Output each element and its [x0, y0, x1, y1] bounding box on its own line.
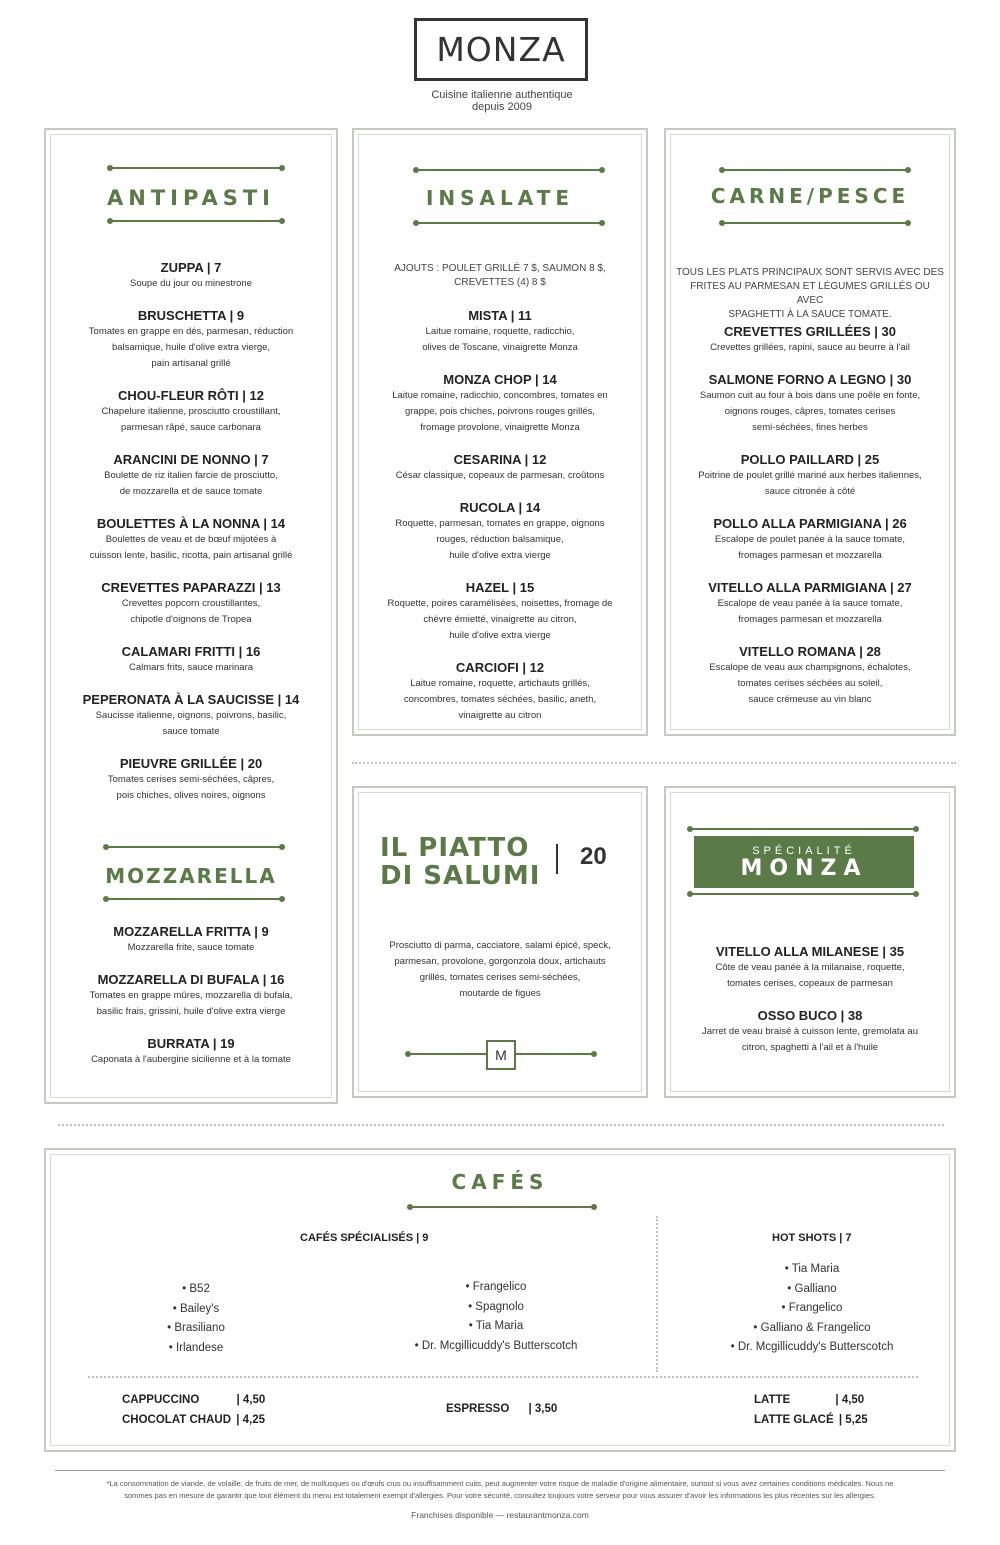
section-title-insalate: INSALATE [425, 186, 575, 210]
menu-item [354, 452, 646, 484]
menu-item-name: CHOU-FLEUR RÔTI | 12 [118, 388, 264, 403]
divider [656, 1216, 658, 1372]
menu-item [354, 372, 646, 436]
menu-item-desc: basilic frais, grissini, huile d'olive extra vierge [96, 1006, 286, 1017]
menu-item-desc: olives de Toscane, vinaigrette Monza [422, 342, 578, 353]
menu-item-desc: de mozzarella et de sauce tomate [119, 486, 263, 497]
panel-antipasti [44, 128, 338, 1104]
section-title-carne-pesce: CARNE/PESCE [710, 184, 910, 208]
hot-shots-list [696, 1260, 928, 1358]
menu-item-desc: sauce crémeuse au vin blanc [748, 694, 872, 705]
menu-item-desc: Calmars frits, sauce marinara [128, 662, 254, 673]
menu-item-desc: citron, spaghetti à l'ail et à l'huile [741, 1042, 879, 1053]
section-title-antipasti: ANTIPASTI [107, 186, 275, 210]
menu-item-name: CESARINA | 12 [453, 452, 547, 467]
rule [110, 220, 282, 222]
menu-item-desc: Roquette, parmesan, tomates en grappe, oignons [395, 518, 605, 529]
rule [690, 828, 916, 830]
menu-item-name: SALMONE FORNO A LEGNO | 30 [708, 372, 912, 387]
list-item: • Frangelico [465, 1281, 527, 1293]
brand-name: MONZA [436, 30, 566, 69]
menu-item-desc: Poitrine de poulet grillé mariné aux herbes italiennes, [698, 470, 922, 481]
carne-note: TOUS LES PLATS PRINCIPAUX SONT SERVIS AVEC DES FRITES AU PARMESAN ET LÉGUMES GRILLÉS OU AVEC SPAGHETTI À LA SAUCE TOMATE. [676, 267, 944, 320]
menu-item-desc: chipotle d'oignons de Tropea [130, 614, 252, 625]
list-item: • Spagnolo [468, 1300, 524, 1313]
piatto-price: 20 [580, 843, 607, 870]
rule [722, 169, 908, 171]
menu-item [666, 324, 954, 356]
section-title-mozzarella: MOZZARELLA [105, 864, 277, 888]
menu-item-desc: Boulettes de veau et de bœuf mijotées à [105, 534, 277, 545]
list-item: • B52 [182, 1283, 210, 1295]
menu-item-desc: sauce citronée à côté [764, 486, 856, 497]
price-latte: LATTE | 4,50 [754, 1394, 865, 1406]
menu-item-desc: Saumon cuit au four à bois dans une poêle en fonte, [699, 390, 921, 401]
menu-item [666, 372, 954, 436]
cafes-specialises-heading: CAFÉS SPÉCIALISÉS | 9 [300, 1232, 429, 1244]
menu-item-desc: Saucisse italienne, oignons, poivrons, basilic, [95, 710, 287, 721]
menu-item [354, 500, 646, 564]
menu-item-desc: Mozzarella frite, sauce tomate [127, 942, 255, 953]
menu-item-desc: sauce tomate [162, 726, 220, 737]
menu-item-name: CALAMARI FRITTI | 16 [121, 644, 261, 659]
menu-item-desc: César classique, copeaux de parmesan, croûtons [395, 470, 605, 481]
menu-item-name: RUCOLA | 14 [459, 500, 541, 515]
menu-item [46, 260, 336, 292]
allergy-disclaimer: *La consommation de viande, de volaille, de fruits de mer, de mollusques ou d'œufs crus ou insuffisamment cuits, peut augmenter votre risque de maladie d'origine alimentaire, surtout si vous avez certaines conditions médicales. Nous ne sommes pas en mesure de garantir que tout élément du menu est totalement exempt d'allergies. Pour votre sécurité, consultez toujours votre serveur pour vous assurer d'avoir les informations les plus récentes sur les allergies. [106, 1479, 894, 1500]
menu-item [354, 580, 646, 644]
specialite-brand: MONZA [740, 856, 868, 881]
menu-item-name: BURRATA | 19 [147, 1036, 235, 1051]
menu-item-name: MOZZARELLA DI BUFALA | 16 [97, 972, 285, 987]
menu-item-desc: Boulette de riz italien farcie de prosciutto, [104, 470, 278, 481]
section-title-cafes: CAFÉS [451, 1170, 549, 1194]
monogram-badge: M [486, 1040, 516, 1070]
menu-item-desc: cuisson lente, basilic, ricotta, pain artisanal grillé [89, 550, 293, 561]
divider [88, 1376, 918, 1378]
menu-item [46, 580, 336, 628]
list-item: • Galliano [787, 1282, 837, 1295]
menu-item-desc: Soupe du jour ou minestrone [130, 278, 252, 289]
panel-cafes [44, 1148, 956, 1452]
divider [352, 762, 956, 764]
franchise-link[interactable]: Franchises disponible — restaurantmonza.com [411, 1510, 589, 1520]
menu-item-name: MONZA CHOP | 14 [443, 372, 557, 387]
menu-item-desc: Escalope de veau panée à la sauce tomate, [717, 598, 903, 609]
menu-item-desc: Roquette, poires caramélisées, noisettes, fromage de [387, 598, 613, 609]
menu-item-name: MISTA | 11 [468, 308, 532, 323]
rule [106, 898, 282, 900]
menu-item [46, 452, 336, 500]
menu-item [46, 644, 336, 676]
menu-item-desc: Côte de veau panée à la milanaise, roquette, [715, 962, 905, 973]
rule [690, 893, 916, 895]
menu-item-desc: pois chiches, olives noires, oignons [116, 790, 266, 801]
menu-item [46, 1036, 336, 1068]
rule [416, 169, 602, 171]
menu-item-desc: Tomates en grappe mûres, mozzarella di bufala, [89, 990, 293, 1001]
menu-item-name: OSSO BUCO | 38 [757, 1008, 863, 1023]
menu-item-desc: fromage provolone, vinaigrette Monza [420, 422, 580, 433]
menu-item-desc: fromages parmesan et mozzarella [738, 614, 882, 625]
rule [416, 222, 602, 224]
menu-item-name: HAZEL | 15 [465, 580, 535, 595]
menu-item-desc: Caponata à l'aubergine sicilienne et à la tomate [91, 1054, 291, 1065]
menu-item-desc: Laitue romaine, roquette, radicchio, [425, 326, 575, 337]
divider [58, 1124, 944, 1126]
price-cappuccino: CAPPUCCINO | 4,50 [122, 1394, 266, 1406]
price-latte-glace: LATTE GLACÉ | 5,25 [754, 1414, 868, 1426]
menu-item [46, 388, 336, 436]
menu-item [46, 692, 336, 740]
menu-item-name: VITELLO ROMANA | 28 [739, 644, 881, 659]
hot-shots-heading: HOT SHOTS | 7 [772, 1232, 852, 1244]
list-item: • Tia Maria [468, 1320, 524, 1332]
menu-item-desc: fromages parmesan et mozzarella [738, 550, 882, 561]
piatto-desc: Prosciutto di parma, cacciatore, salami épicé, speck, parmesan, provolone, gorgonzola doux, artichauts grillés, tomates cerises semi-séchées, moutarde de figues [389, 940, 611, 999]
menu-item [46, 308, 336, 372]
menu-item-name: PEPERONATA À LA SAUCISSE | 14 [82, 692, 300, 707]
menu-item-name: MOZZARELLA FRITTA | 9 [113, 924, 269, 939]
list-item: • Galliano & Frangelico [753, 1321, 871, 1334]
menu-item-desc: Laitue romaine, radicchio, concombres, tomates en [392, 390, 608, 401]
menu-item [666, 452, 954, 500]
menu-item [664, 1008, 956, 1056]
menu-item-name: CARCIOFI | 12 [455, 660, 545, 675]
panel-carne-pesce [664, 128, 956, 736]
menu-item-name: POLLO PAILLARD | 25 [740, 452, 880, 467]
list-item: • Irlandese [168, 1341, 224, 1354]
list-item: • Tia Maria [784, 1263, 840, 1275]
menu-item-desc: huile d'olive extra vierge [449, 550, 551, 561]
menu-item [666, 580, 954, 628]
menu-item-desc: Escalope de poulet panée à la sauce tomate, [714, 534, 906, 545]
rule [106, 846, 282, 848]
menu-item-desc: Chapelure italienne, prosciutto croustillant, [101, 406, 281, 417]
list-item: • Brasiliano [167, 1322, 225, 1334]
rule [110, 167, 282, 169]
piatto-title: IL PIATTO DI SALUMI [380, 833, 541, 891]
menu-item-desc: grappe, pois chiches, poivrons rouges grillés, [404, 406, 596, 417]
menu-item-name: BOULETTES À LA NONNA | 14 [96, 516, 286, 531]
menu-item-name: POLLO ALLA PARMIGIANA | 26 [713, 516, 907, 531]
menu-item-desc: Crevettes popcorn croustillantes, [121, 598, 261, 609]
cafes-list-b [386, 1278, 606, 1356]
menu-item-name: VITELLO ALLA PARMIGIANA | 27 [708, 580, 912, 595]
menu-item [46, 516, 336, 564]
menu-item-desc: vinaigrette au citron [458, 710, 542, 721]
menu-item [46, 756, 336, 804]
menu-item [46, 924, 336, 956]
price-chocolat: CHOCOLAT CHAUD | 4,25 [122, 1414, 266, 1426]
list-item: • Dr. Mcgillicuddy's Butterscotch [730, 1341, 894, 1353]
footer-rule [55, 1470, 945, 1471]
menu-item-name: PIEUVRE GRILLÉE | 20 [119, 756, 263, 771]
menu-item-desc: Laitue romaine, roquette, artichauts grillés, [410, 678, 590, 689]
specialite-label: SPÉCIALITÉ [752, 845, 856, 857]
menu-item [666, 516, 954, 564]
menu-item [666, 644, 954, 708]
menu-item [354, 660, 646, 724]
menu-item [354, 308, 646, 356]
menu-item-desc: tomates cerises séchées au soleil, [737, 678, 883, 689]
menu-item-name: VITELLO ALLA MILANESE | 35 [715, 944, 905, 959]
menu-item-name: CREVETTES GRILLÉES | 30 [724, 324, 896, 339]
menu-item [664, 944, 956, 992]
menu-item-desc: semi-séchées, fines herbes [752, 422, 868, 433]
price-separator [556, 844, 558, 874]
rule [410, 1206, 594, 1208]
list-item: • Frangelico [781, 1302, 843, 1314]
menu-item-desc: chèvre émietté, vinaigrette au citron, [423, 614, 577, 625]
menu-item-desc: Escalope de veau aux champignons, échalotes, [709, 662, 911, 673]
menu-item-desc: Tomates en grappe en dés, parmesan, réduction [88, 326, 294, 337]
menu-item-desc: concombres, tomates séchées, basilic, aneth, [403, 694, 597, 705]
menu-item [46, 972, 336, 1020]
logo [414, 18, 588, 81]
menu-item-name: ZUPPA | 7 [160, 260, 222, 275]
panel-insalate [352, 128, 648, 736]
specialite-banner [694, 836, 914, 888]
menu-item-name: CREVETTES PAPARAZZI | 13 [101, 580, 281, 595]
menu-item-desc: Tomates cerises semi-séchées, câpres, [107, 774, 275, 785]
menu-item-desc: Jarret de veau braisé à cuisson lente, gremolata au [702, 1026, 918, 1037]
cafes-list-a [136, 1280, 256, 1358]
price-espresso: ESPRESSO | 3,50 [446, 1403, 558, 1415]
menu-item-desc: rouges, réduction balsamique, [436, 534, 564, 545]
menu-item-desc: huile d'olive extra vierge [449, 630, 551, 641]
menu-item-desc: pain artisanal grillé [151, 358, 231, 369]
list-item: • Dr. Mcgillicuddy's Butterscotch [414, 1339, 578, 1352]
menu-item-desc: parmesan râpé, sauce carbonara [121, 422, 261, 433]
list-item: • Bailey's [172, 1302, 220, 1315]
menu-item-desc: oignons rouges, câpres, tomates cerises [724, 406, 896, 417]
rule [722, 222, 908, 224]
menu-item-name: BRUSCHETTA | 9 [137, 308, 245, 323]
menu-item-desc: tomates cerises, copeaux de parmesan [727, 978, 893, 989]
tagline: Cuisine italienne authentique depuis 2009 [431, 89, 573, 113]
menu-item-desc: Crevettes grillées, rapini, sauce au beurre à l'ail [710, 342, 910, 353]
menu-item-desc: balsamique, huile d'olive extra vierge, [111, 342, 271, 353]
menu-item-name: ARANCINI DE NONNO | 7 [113, 452, 269, 467]
insalate-note: AJOUTS : POULET GRILLÉ 7 $, SAUMON 8 $, CREVETTES (4) 8 $ [394, 263, 606, 288]
